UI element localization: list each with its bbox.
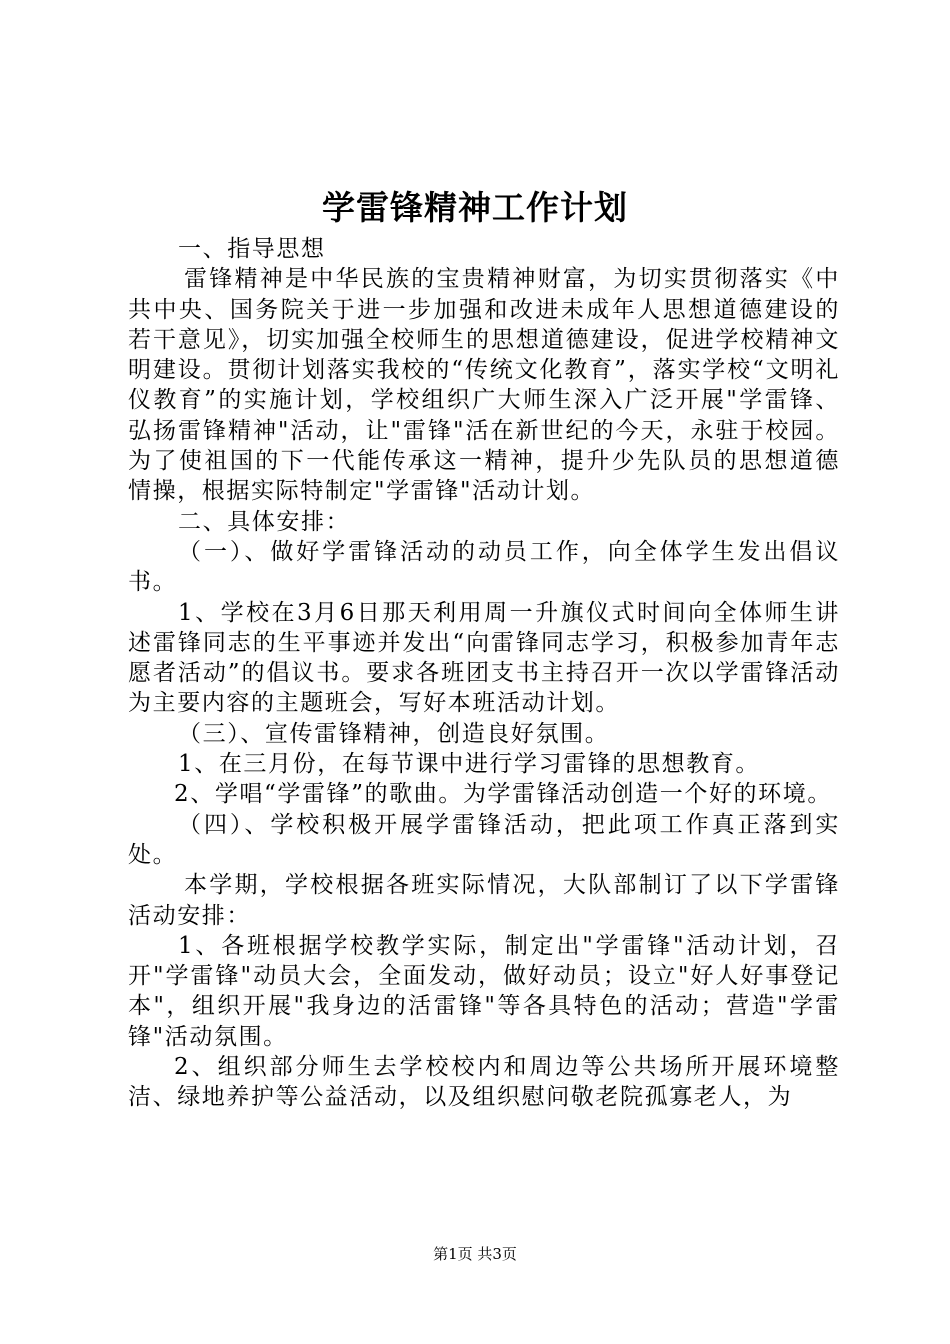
paragraph-guiding-thought: 雷锋精神是中华民族的宝贵精神财富，为切实贯彻落实《中共中央、国务院关于进一步加强和改进未成年人思想道德建设的若干意见》，切实加强全校师生的思想道德建设，促进学校精神文明建设。贯彻计划落实我校的“传统文化教育”，落实学校“文明礼仪教育”的实施计划，学校组织广大师生深入广泛开展"学雷锋、弘扬雷锋精神"活动，让"雷锋"活在新世纪的今天，永驻于校园。为了使祖国的下一代能传承这一精神，提升少先队员的思想道德情操，根据实际特制定"学雷锋"活动计划。 xyxy=(128,266,840,505)
paragraph-semester-arrangement: 本学期，学校根据各班实际情况，大队部制订了以下学雷锋活动安排： xyxy=(128,872,840,929)
paragraph-item-1-class-plans: 1、各班根据学校教学实际，制定出"学雷锋"活动计划，召开"学雷锋"动员大会，全面发动，做好动员；设立"好人好事登记本"，组织开展"我身边的活雷锋"等各具特色的活动；营造"学雷锋"活动氛围。 xyxy=(128,932,840,1050)
document-body xyxy=(128,234,840,1113)
subsection-implementation: （四）、学校积极开展学雷锋活动，把此项工作真正落到实处。 xyxy=(128,811,840,868)
section-heading-guiding-thought: 一、指导思想 xyxy=(178,236,326,262)
page-footer: 第1页 共3页 xyxy=(433,1245,517,1263)
paragraph-item-2-public-welfare: 2、组织部分师生去学校校内和周边等公共场所开展环境整洁、绿地养护等公益活动，以及组织慰问敬老院孤寡老人，为 xyxy=(128,1054,840,1111)
subsection-promotion: （三）、宣传雷锋精神，创造良好氛围。 xyxy=(178,720,610,747)
section-heading-arrangements: 二、具体安排： xyxy=(178,508,351,535)
paragraph-item-2-songs: 2、学唱“学雷锋”的歌曲。为学雷锋活动创造一个好的环境。 xyxy=(174,781,832,808)
paragraph-item-1-flag-ceremony: 1、学校在3月6日那天利用周一升旗仪式时间向全体师生讲述雷锋同志的生平事迹并发出“向雷锋同志学习，积极参加青年志愿者活动”的倡议书。要求各班团支书主持召开一次以学雷锋活动为主要内容的主题班会，写好本班活动计划。 xyxy=(128,599,840,717)
paragraph-item-1-march-education: 1、在三月份，在每节课中进行学习雷锋的思想教育。 xyxy=(178,751,761,778)
document-title: 学雷锋精神工作计划 xyxy=(322,188,628,227)
subsection-mobilization: （一）、做好学雷锋活动的动员工作，向全体学生发出倡议书。 xyxy=(128,538,840,596)
